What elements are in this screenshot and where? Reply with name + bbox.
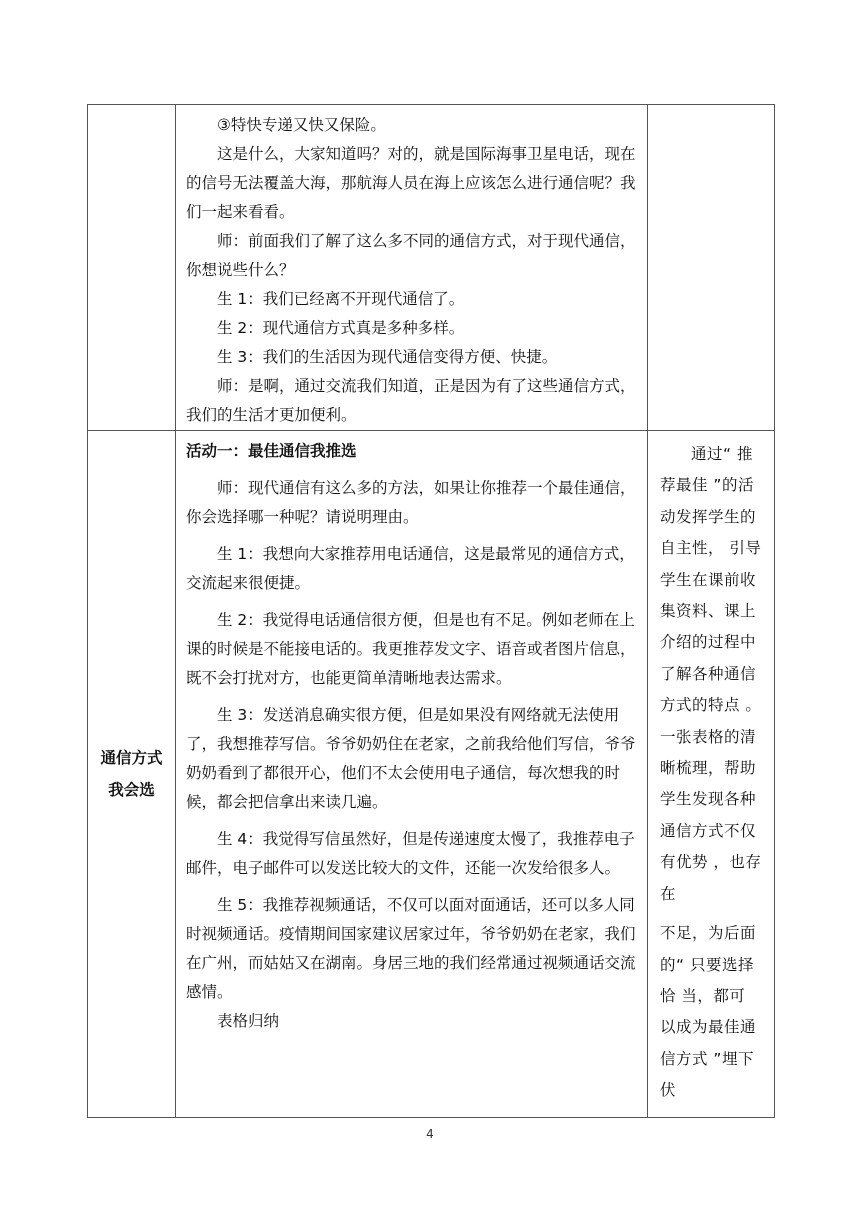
- design-intent-text: 通过“ 推荐最佳 ”的活动发挥学生的自主性， 引导学生在课前收集资料、课上介绍的过程中了解各种通信方式的特点 。一张表格的清晰梳理，帮助学生发现各种通信方式不仅有优势 ，也存在: [660, 445, 762, 903]
- paragraph: ③特快专递又快又保险。: [217, 116, 386, 134]
- activity-heading: 活动一：最佳通信我推选: [186, 442, 357, 460]
- process-cell: [176, 431, 648, 1118]
- paragraph: 生 5：我推荐视频通话，不仅可以面对面通话，还可以多人同时视频通话。疫情期间国家建议居家过年，爷爷奶奶在老家，我们在广州，而姑姑又在湖南。身居三地的我们经常通过视频通话交流感情。: [186, 896, 636, 1001]
- paragraph: 师：前面我们了解了这么多不同的通信方式，对于现代通信，你想说些什么？: [186, 232, 636, 279]
- paragraph: 生 2：现代通信方式真是多种多样。: [217, 319, 465, 337]
- paragraph: 这是什么，大家知道吗？对的，就是国际海事卫星电话，现在的信号无法覆盖大海，那航海人员在海上应该怎么进行通信呢？我们一起来看看。: [186, 145, 636, 221]
- paragraph: 表格归纳: [217, 1012, 280, 1030]
- stage-cell: [88, 105, 176, 431]
- design-intent-cell: [648, 105, 775, 431]
- design-intent-text: 不足，为后面的“ 只要选择恰 当，都可 以成为最佳通信方式 ”埋下伏: [660, 924, 757, 1100]
- process-cell: [176, 105, 648, 431]
- paragraph: 师：现代通信有这么多的方法，如果让你推荐一个最佳通信，你会选择哪一种呢？请说明理由。: [186, 479, 636, 526]
- paragraph: 师：是啊，通过交流我们知道，正是因为有了这些通信方式，我们的生活才更加便利。: [186, 377, 636, 424]
- lesson-plan-table: [87, 104, 775, 1118]
- paragraph: 生 2：我觉得电话通信很方便，但是也有不足。例如老师在上课的时候是不能接电话的。我更推荐发文字、语音或者图片信息，既不会打扰对方，也能更简单清晰地表达需求。: [186, 611, 636, 687]
- paragraph: 生 1：我们已经离不开现代通信了。: [217, 290, 465, 308]
- stage-label: 我会选: [108, 781, 155, 799]
- table-row: [88, 431, 775, 1118]
- stage-cell: [88, 431, 176, 1118]
- paragraph: 生 1：我想向大家推荐用电话通信，这是最常见的通信方式，交流起来很便捷。: [186, 545, 635, 592]
- table-row: [88, 105, 775, 431]
- page-number: 4: [426, 1127, 434, 1141]
- paragraph: 生 3：我们的生活因为现代通信变得方便、快捷。: [217, 348, 558, 366]
- paragraph: 生 3：发送消息确实很方便，但是如果没有网络就无法使用了，我想推荐写信。爷爷奶奶住在老家，之前我给他们写信，爷爷奶奶看到了都很开心，他们不太会使用电子通信，每次想我的时候，都会把信拿出来读几遍。: [186, 706, 636, 811]
- paragraph: 生 4：我觉得写信虽然好，但是传递速度太慢了，我推荐电子邮件，电子邮件可以发送比较大的文件，还能一次发给很多人。: [186, 830, 635, 877]
- design-intent-cell: [648, 431, 775, 1118]
- stage-label: 通信方式: [100, 749, 163, 767]
